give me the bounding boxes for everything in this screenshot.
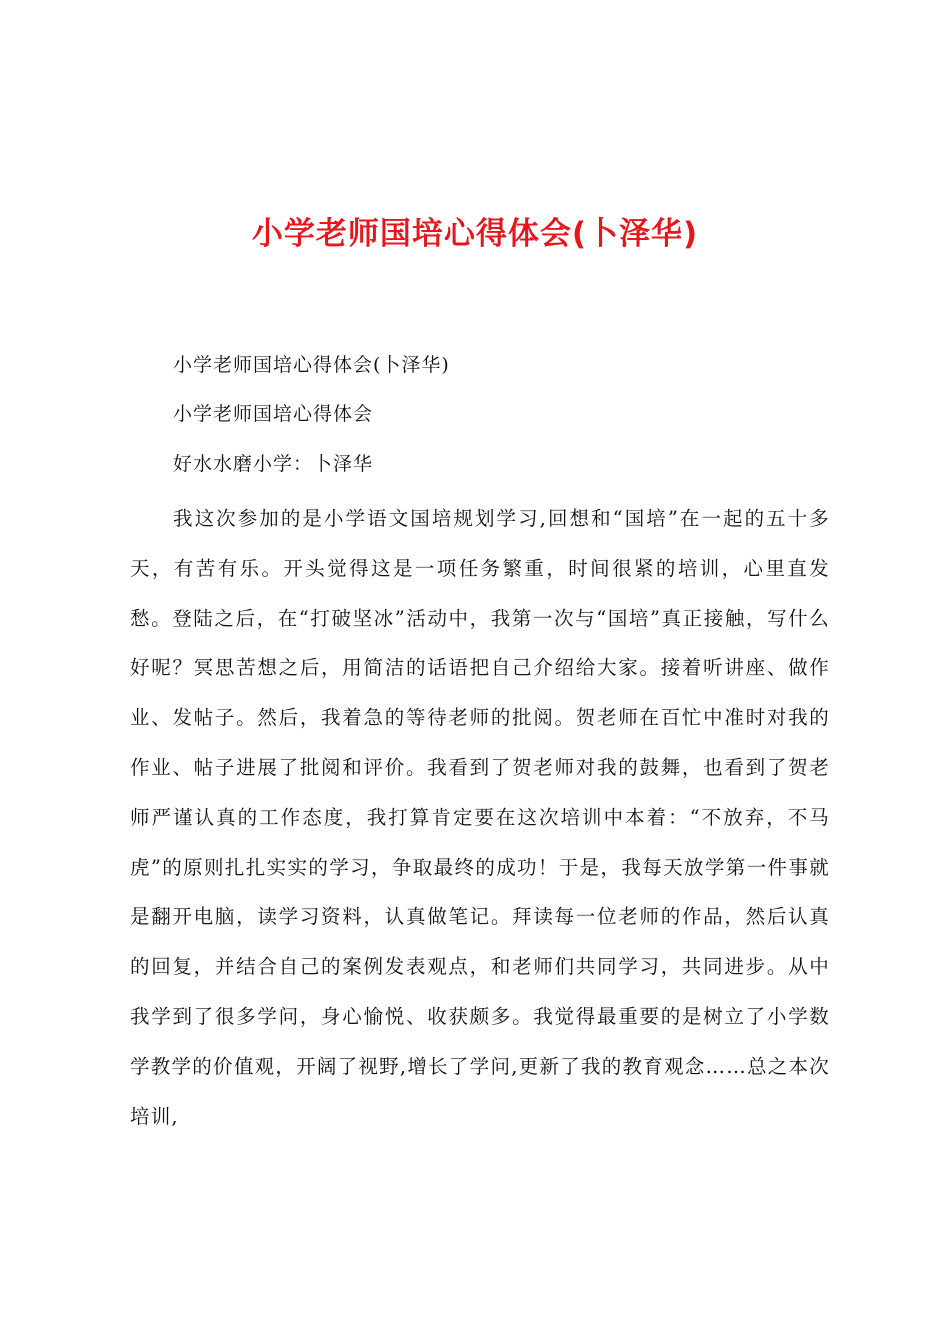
subtitle-line: 小学老师国培心得体会(卜泽华) bbox=[173, 354, 450, 376]
author-line: 好水水磨小学：卜泽华 bbox=[173, 453, 374, 475]
body-paragraph: 我这次参加的是小学语文国培规划学习,回想和“国培”在一起的五十多天，有苦有乐。开头觉得这是一项任务繁重，时间很紧的培训，心里直发愁。登陆之后，在“打破坚冰”活动中，我第一次与“国培”真正接触，写什么好呢？冥思苦想之后，用简洁的话语把自己介绍给大家。接着听讲座、做作业、发帖子。然后，我着急的等待老师的批阅。贺老师在百忙中准时对我的作业、帖子进展了批阅和评价。我看到了贺老师对我的鼓舞，也看到了贺老师严谨认真的工作态度，我打算肯定要在这次培训中本着：“不放弃，不马虎”的原则扎扎实实的学习，争取最终的成功！于是，我每天放学第一件事就是翻开电脑，读学习资料，认真做笔记。拜读每一位老师的作品，然后认真的回复，并结合自己的案例发表观点，和老师们共同学习，共同进步。从中我学到了很多学问，身心愉悦、收获颇多。我觉得最重要的是树立了小学数学教学的价值观，开阔了视野,增长了学问,更新了我的教育观念……总之本次培训, bbox=[130, 507, 830, 1128]
subtitle-line-short: 小学老师国培心得体会 bbox=[173, 403, 374, 425]
document-title: 小学老师国培心得体会(卜泽华) bbox=[251, 216, 699, 252]
